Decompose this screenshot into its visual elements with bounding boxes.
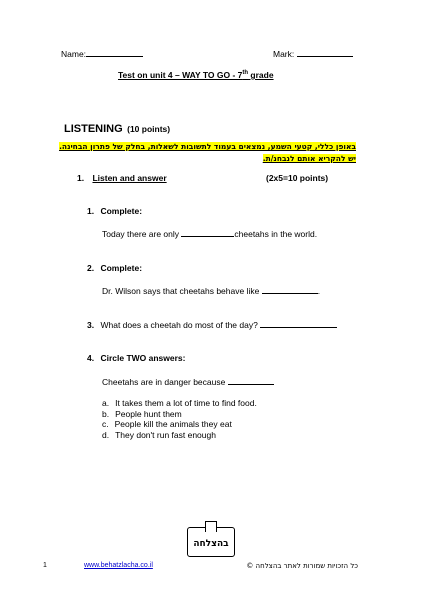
task-heading	[77, 173, 167, 183]
page-number: 1	[43, 562, 47, 569]
mark-field	[273, 48, 353, 59]
q4-answer-blank[interactable]	[228, 376, 274, 385]
option-d[interactable]: d. They don't run fast enough	[102, 429, 216, 440]
q4-options	[102, 398, 257, 440]
option-a[interactable]: a. It takes them a lot of time to find food.	[102, 398, 257, 408]
instruction-line-2: יש להקריא אותם לנבחנ/ת.	[262, 154, 356, 163]
logo-text: בהצלחה	[193, 539, 229, 549]
q4-heading: 4. Circle TWO answers:	[87, 353, 186, 363]
page-title: Test on unit 4 – WAY TO GO - 7th grade	[118, 70, 274, 80]
q1-text: Today there are only cheetahs in the world.	[102, 229, 318, 239]
site-link[interactable]: www.behatzlacha.co.il	[84, 562, 153, 569]
q4-stem: Cheetahs are in danger because	[102, 376, 274, 387]
q1-answer-blank[interactable]	[181, 228, 234, 237]
q2-answer-blank[interactable]	[262, 285, 318, 294]
section-title: LISTENING	[64, 123, 123, 135]
task-number: 1.	[77, 173, 85, 183]
q1-heading: 1. Complete:	[87, 206, 143, 216]
copyright-text: כל הזכויות שמורות לאתר בהצלחה ©	[246, 562, 358, 570]
q2-text: Dr. Wilson says that cheetahs behave like .	[102, 286, 321, 296]
option-c[interactable]: c. People kill the animals they eat	[102, 419, 232, 429]
logo-tab	[205, 521, 217, 532]
option-b[interactable]: b. People hunt them	[102, 408, 182, 419]
section-heading	[64, 119, 170, 137]
section-points: (10 points)	[127, 124, 171, 134]
q2-heading: 2. Complete:	[87, 263, 143, 273]
task-points: (2x5=10 points)	[266, 173, 329, 183]
task-label: Listen and answer	[92, 173, 167, 183]
q3-text: 3. What does a cheetah do most of the day?	[87, 319, 337, 330]
name-field	[61, 48, 143, 59]
q3-answer-blank[interactable]	[260, 319, 337, 328]
name-blank[interactable]	[86, 48, 143, 57]
behatzlacha-logo	[187, 527, 235, 557]
name-label: Name:	[61, 49, 87, 59]
mark-label: Mark:	[273, 49, 295, 59]
instruction-line-1: באופן כללי, קטעי השמע, נמצאים בעמוד לתשובות לשאלות, בחלק של פתרון הבחינה.	[59, 142, 356, 151]
mark-blank[interactable]	[297, 48, 353, 57]
